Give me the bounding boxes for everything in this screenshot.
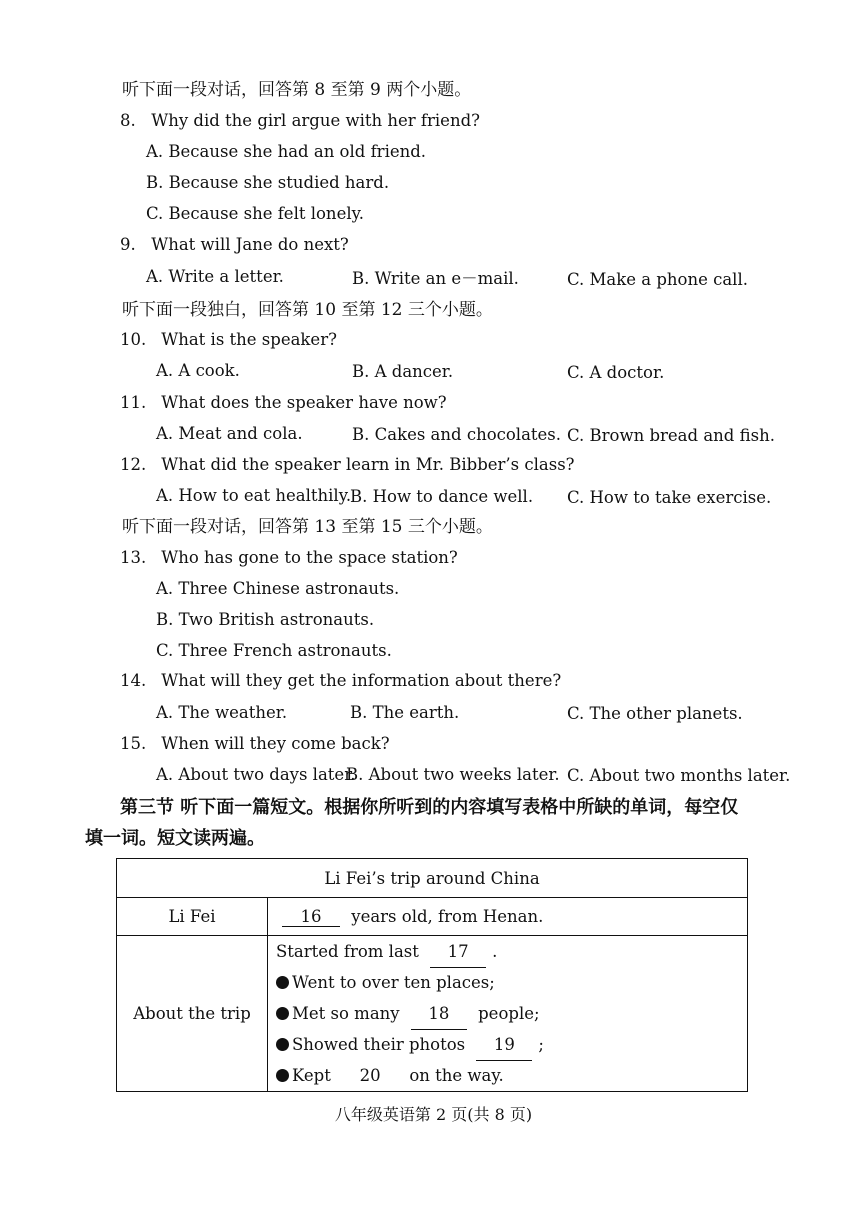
blank-20[interactable]: 20 [342, 1060, 398, 1092]
trip-line-5 [276, 1060, 747, 1091]
question-8 [120, 110, 480, 132]
option-14c: C. The other planets. [567, 704, 743, 723]
blank-19[interactable]: 19 [476, 1029, 532, 1061]
question-number: 10. [120, 330, 147, 349]
question-number: 9. [120, 235, 136, 254]
section-3-instruction-cont: 填一词。短文读两遍。 [85, 828, 265, 849]
option-12c: C. How to take exercise. [567, 488, 772, 507]
trip-text: on the way. [409, 1066, 504, 1085]
question-number: 12. [120, 455, 147, 474]
option-14a: A. The weather. [156, 703, 288, 722]
bullet-icon [276, 1069, 289, 1082]
question-12 [120, 454, 575, 476]
option-8b: B. Because she studied hard. [146, 173, 390, 192]
question-text: What is the speaker? [161, 330, 337, 349]
trip-line-4 [276, 1029, 747, 1060]
option-15b: B. About two weeks later. [346, 765, 560, 784]
instruction-q13-15: 听下面一段对话，回答第 13 至第 15 三个小题。 [122, 517, 493, 537]
question-11 [120, 392, 447, 414]
trip-text: . [492, 942, 498, 961]
question-text: What does the speaker have now? [161, 393, 447, 412]
option-10a: A. A cook. [156, 361, 240, 380]
blank-17[interactable]: 17 [430, 936, 486, 968]
trip-text: Kept [292, 1066, 331, 1085]
trip-text: ; [538, 1035, 544, 1054]
option-8a: A. Because she had an old friend. [146, 142, 427, 161]
question-number: 15. [120, 734, 147, 753]
question-13 [120, 547, 458, 569]
option-12a: A. How to eat healthily. [156, 486, 352, 505]
trip-text: people; [478, 1004, 540, 1023]
bullet-icon [276, 976, 289, 989]
trip-line-2 [276, 967, 747, 998]
trip-table [116, 858, 748, 1092]
blank-18[interactable]: 18 [411, 998, 467, 1030]
option-14b: B. The earth. [350, 703, 460, 722]
instruction-q8-9: 听下面一段对话，回答第 8 至第 9 两个小题。 [122, 80, 472, 100]
question-text: What will they get the information about there? [161, 671, 562, 690]
question-text: What will Jane do next? [151, 235, 349, 254]
question-text: Why did the girl argue with her friend? [151, 111, 480, 130]
trip-details [268, 936, 748, 1092]
option-13c: C. Three French astronauts. [156, 641, 392, 660]
option-8c: C. Because she felt lonely. [146, 204, 364, 223]
question-number: 13. [120, 548, 147, 567]
option-15a: A. About two days later. [156, 765, 356, 784]
question-text: When will they come back? [161, 734, 390, 753]
question-10 [120, 329, 337, 351]
option-11c: C. Brown bread and fish. [567, 426, 775, 445]
question-number: 14. [120, 671, 147, 690]
row-label-li-fei: Li Fei [117, 898, 268, 936]
option-15c: C. About two months later. [567, 766, 791, 785]
row-label-about-trip: About the trip [117, 936, 268, 1092]
blank-16[interactable]: 16 [282, 907, 340, 927]
trip-line-3 [276, 998, 747, 1029]
option-9b: B. Write an e－mail. [352, 269, 519, 288]
question-text: What did the speaker learn in Mr. Bibber’s class? [161, 455, 575, 474]
option-12b: B. How to dance well. [350, 487, 534, 506]
option-10b: B. A dancer. [352, 362, 454, 381]
instruction-q10-12: 听下面一段独白，回答第 10 至第 12 三个小题。 [122, 300, 493, 320]
age-text: years old, from Henan. [351, 906, 544, 926]
table-caption: Li Fei’s trip around China [117, 859, 748, 898]
option-11a: A. Meat and cola. [156, 424, 303, 443]
page-footer: 八年级英语第 2 页(共 8 页) [334, 1105, 533, 1124]
question-9 [120, 234, 349, 256]
trip-text: Went to over ten places; [292, 973, 495, 992]
section-3-instruction: 第三节 听下面一篇短文。根据你所听到的内容填写表格中所缺的单词，每空仅 [120, 797, 739, 818]
option-10c: C. A doctor. [567, 363, 665, 382]
bullet-icon [276, 1007, 289, 1020]
option-13b: B. Two British astronauts. [156, 610, 375, 629]
bullet-icon [276, 1038, 289, 1051]
trip-text: Showed their photos [292, 1035, 466, 1054]
trip-text: Met so many [292, 1004, 400, 1023]
question-number: 8. [120, 111, 136, 130]
option-9a: A. Write a letter. [146, 267, 284, 286]
question-15 [120, 733, 390, 755]
option-9c: C. Make a phone call. [567, 270, 748, 289]
question-number: 11. [120, 393, 147, 412]
question-text: Who has gone to the space station? [161, 548, 458, 567]
row-value-age [268, 898, 748, 936]
option-11b: B. Cakes and chocolates. [352, 425, 562, 444]
question-14 [120, 670, 561, 692]
option-13a: A. Three Chinese astronauts. [156, 579, 400, 598]
trip-text: Started from last [276, 942, 419, 961]
trip-line-1 [276, 936, 747, 967]
